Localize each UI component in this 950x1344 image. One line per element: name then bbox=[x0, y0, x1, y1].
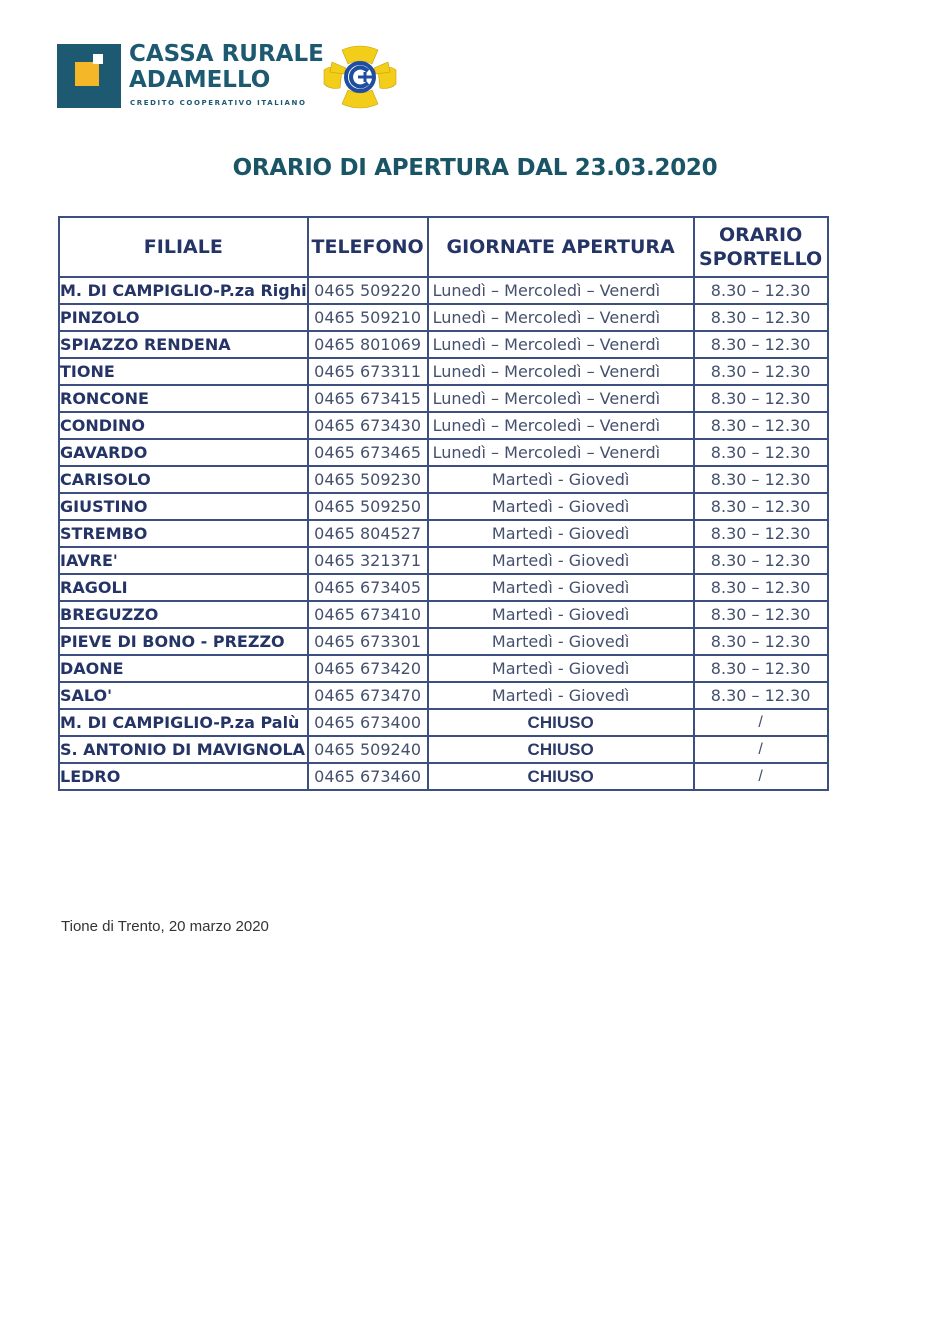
branch-name: M. DI CAMPIGLIO-P.za Righi bbox=[59, 277, 308, 304]
counter-hours: 8.30 – 12.30 bbox=[694, 412, 828, 439]
opening-days: Martedì - Giovedì bbox=[428, 574, 694, 601]
table-row bbox=[59, 493, 828, 520]
opening-days: Lunedì – Mercoledì – Venerdì bbox=[428, 331, 694, 358]
opening-days: Lunedì – Mercoledì – Venerdì bbox=[428, 385, 694, 412]
table-row bbox=[59, 574, 828, 601]
logo-subtitle: CREDITO COOPERATIVO ITALIANO bbox=[130, 99, 307, 107]
table-row bbox=[59, 709, 828, 736]
counter-hours: 8.30 – 12.30 bbox=[694, 277, 828, 304]
header-orario-line1: ORARIO bbox=[718, 224, 803, 246]
branch-phone: 0465 673470 bbox=[308, 682, 428, 709]
opening-days: Martedì - Giovedì bbox=[428, 493, 694, 520]
counter-hours: 8.30 – 12.30 bbox=[694, 628, 828, 655]
branch-phone: 0465 673420 bbox=[308, 655, 428, 682]
branch-name: DAONE bbox=[59, 655, 308, 682]
branch-name: PINZOLO bbox=[59, 304, 308, 331]
counter-hours: 8.30 – 12.30 bbox=[694, 331, 828, 358]
counter-hours: 8.30 – 12.30 bbox=[694, 439, 828, 466]
closed-status: CHIUSO bbox=[428, 709, 694, 736]
branch-phone: 0465 509210 bbox=[308, 304, 428, 331]
logo-square-mark bbox=[57, 44, 121, 108]
opening-days: Lunedì – Mercoledì – Venerdì bbox=[428, 277, 694, 304]
opening-days: Martedì - Giovedì bbox=[428, 682, 694, 709]
logo-white-square bbox=[93, 54, 103, 64]
branch-phone: 0465 673301 bbox=[308, 628, 428, 655]
branch-phone: 0465 673430 bbox=[308, 412, 428, 439]
table-row bbox=[59, 412, 828, 439]
branch-name: M. DI CAMPIGLIO-P.za Palù bbox=[59, 709, 308, 736]
header-giornate: GIORNATE APERTURA bbox=[428, 217, 694, 277]
opening-days: Martedì - Giovedì bbox=[428, 628, 694, 655]
counter-hours: 8.30 – 12.30 bbox=[694, 304, 828, 331]
table-row bbox=[59, 736, 828, 763]
branch-phone: 0465 509230 bbox=[308, 466, 428, 493]
branch-name: LEDRO bbox=[59, 763, 308, 790]
branch-phone: 0465 509220 bbox=[308, 277, 428, 304]
branch-name: CONDINO bbox=[59, 412, 308, 439]
header-telefono: TELEFONO bbox=[308, 217, 428, 277]
opening-days: Lunedì – Mercoledì – Venerdì bbox=[428, 358, 694, 385]
branch-name: GIUSTINO bbox=[59, 493, 308, 520]
opening-days: Martedì - Giovedì bbox=[428, 547, 694, 574]
branch-phone: 0465 673405 bbox=[308, 574, 428, 601]
counter-hours: 8.30 – 12.30 bbox=[694, 358, 828, 385]
table-row bbox=[59, 520, 828, 547]
table-row bbox=[59, 439, 828, 466]
counter-hours: 8.30 – 12.30 bbox=[694, 385, 828, 412]
branch-name: S. ANTONIO DI MAVIGNOLA bbox=[59, 736, 308, 763]
opening-days: Lunedì – Mercoledì – Venerdì bbox=[428, 304, 694, 331]
branch-name: SPIAZZO RENDENA bbox=[59, 331, 308, 358]
counter-hours: 8.30 – 12.30 bbox=[694, 547, 828, 574]
counter-hours: 8.30 – 12.30 bbox=[694, 655, 828, 682]
table-row bbox=[59, 601, 828, 628]
table-row bbox=[59, 466, 828, 493]
table-header-row bbox=[59, 217, 828, 277]
branch-phone: 0465 321371 bbox=[308, 547, 428, 574]
counter-hours: 8.30 – 12.30 bbox=[694, 466, 828, 493]
logo-bank-name bbox=[129, 41, 324, 93]
branch-name: RAGOLI bbox=[59, 574, 308, 601]
table-row bbox=[59, 655, 828, 682]
counter-hours: 8.30 – 12.30 bbox=[694, 574, 828, 601]
branch-name: BREGUZZO bbox=[59, 601, 308, 628]
table-row bbox=[59, 682, 828, 709]
branch-phone: 0465 801069 bbox=[308, 331, 428, 358]
opening-days: Lunedì – Mercoledì – Venerdì bbox=[428, 439, 694, 466]
opening-days: Lunedì – Mercoledì – Venerdì bbox=[428, 412, 694, 439]
header-orario bbox=[694, 217, 828, 277]
counter-hours: / bbox=[694, 709, 828, 736]
opening-days: Martedì - Giovedì bbox=[428, 466, 694, 493]
opening-hours-table bbox=[58, 216, 829, 791]
counter-hours: 8.30 – 12.30 bbox=[694, 520, 828, 547]
page-title: ORARIO DI APERTURA DAL 23.03.2020 bbox=[232, 155, 718, 181]
counter-hours: / bbox=[694, 763, 828, 790]
branch-name: CARISOLO bbox=[59, 466, 308, 493]
table-row bbox=[59, 331, 828, 358]
place-and-date: Tione di Trento, 20 marzo 2020 bbox=[61, 918, 269, 935]
branch-phone: 0465 673311 bbox=[308, 358, 428, 385]
counter-hours: 8.30 – 12.30 bbox=[694, 493, 828, 520]
branch-name: IAVRE' bbox=[59, 547, 308, 574]
bank-logo bbox=[57, 41, 402, 110]
branch-name: STREMBO bbox=[59, 520, 308, 547]
bcc-emblem-icon bbox=[322, 44, 398, 110]
branch-phone: 0465 673410 bbox=[308, 601, 428, 628]
table-row bbox=[59, 358, 828, 385]
opening-days: Martedì - Giovedì bbox=[428, 601, 694, 628]
logo-name-line1: CASSA RURALE bbox=[129, 41, 324, 67]
counter-hours: / bbox=[694, 736, 828, 763]
branch-name: GAVARDO bbox=[59, 439, 308, 466]
header-filiale: FILIALE bbox=[59, 217, 308, 277]
counter-hours: 8.30 – 12.30 bbox=[694, 682, 828, 709]
branch-phone: 0465 509240 bbox=[308, 736, 428, 763]
table-row bbox=[59, 385, 828, 412]
table-row bbox=[59, 304, 828, 331]
opening-days: Martedì - Giovedì bbox=[428, 655, 694, 682]
branch-phone: 0465 673460 bbox=[308, 763, 428, 790]
counter-hours: 8.30 – 12.30 bbox=[694, 601, 828, 628]
table-row bbox=[59, 763, 828, 790]
branch-phone: 0465 804527 bbox=[308, 520, 428, 547]
table-row bbox=[59, 628, 828, 655]
branch-phone: 0465 673400 bbox=[308, 709, 428, 736]
logo-name-line2: ADAMELLO bbox=[129, 67, 271, 93]
branch-phone: 0465 673415 bbox=[308, 385, 428, 412]
branch-phone: 0465 509250 bbox=[308, 493, 428, 520]
logo-yellow-square bbox=[75, 62, 99, 86]
header-orario-line2: SPORTELLO bbox=[699, 248, 823, 270]
branch-name: RONCONE bbox=[59, 385, 308, 412]
branch-name: SALO' bbox=[59, 682, 308, 709]
closed-status: CHIUSO bbox=[428, 763, 694, 790]
table-row bbox=[59, 277, 828, 304]
table-row bbox=[59, 547, 828, 574]
branch-name: TIONE bbox=[59, 358, 308, 385]
branch-phone: 0465 673465 bbox=[308, 439, 428, 466]
branch-name: PIEVE DI BONO - PREZZO bbox=[59, 628, 308, 655]
opening-days: Martedì - Giovedì bbox=[428, 520, 694, 547]
closed-status: CHIUSO bbox=[428, 736, 694, 763]
